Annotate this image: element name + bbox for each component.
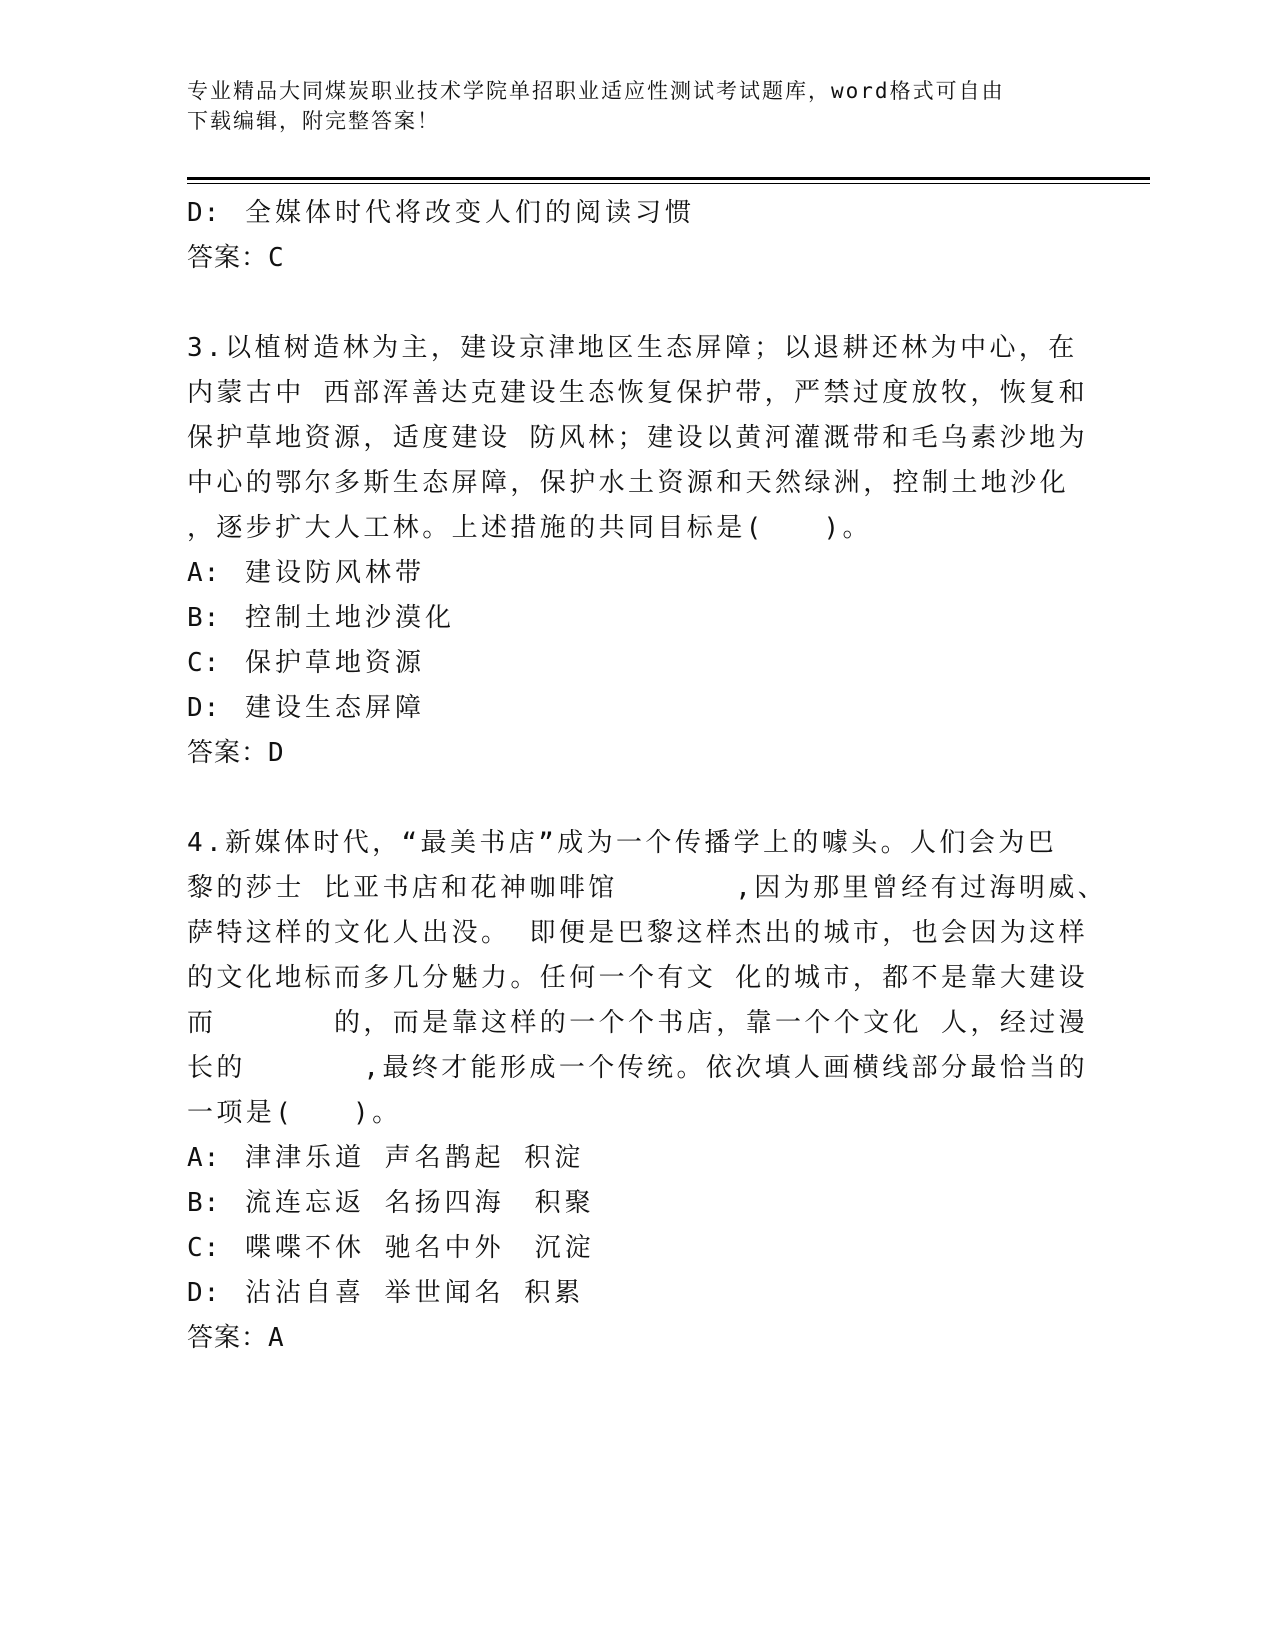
option-letter: D: (187, 1278, 221, 1308)
header-rule-thick (187, 177, 1150, 180)
option-letter: D: (187, 198, 221, 228)
option-letter: B: (187, 603, 221, 633)
spacer (187, 281, 1087, 326)
question-line: 而 的，而是靠这样的一个个书店，靠一个个文化 人，经过漫 (187, 1008, 1089, 1038)
question-line: 保护草地资源，适度建设 防风林；建设以黄河灌溉带和毛乌素沙地为 (187, 423, 1089, 453)
question-line: 3.以植树造林为主，建设京津地区生态屏障；以退耕还林为中心，在 (187, 333, 1078, 363)
q4-option-c (187, 1226, 1087, 1271)
header-line-1: 专业精品大同煤炭职业技术学院单招职业适应性测试考试题库，word格式可自由 (187, 79, 1005, 103)
answer-label: 答案： (187, 243, 269, 273)
q3-option-a (187, 551, 1087, 596)
answer-label: 答案： (187, 738, 269, 768)
option-letter: B: (187, 1188, 221, 1218)
answer-label: 答案： (187, 1323, 269, 1353)
option-text: 控制土地沙漠化 (245, 603, 456, 633)
header-rule-thin (187, 183, 1150, 184)
question-line: 中心的鄂尔多斯生态屏障，保护水土资源和天然绿洲，控制土地沙化 (187, 468, 1070, 498)
q3-option-d (187, 686, 1087, 731)
question-line: 一项是( )。 (187, 1098, 402, 1128)
q4-option-d (187, 1271, 1087, 1316)
option-text: 建设生态屏障 (245, 693, 426, 723)
q3-answer (187, 731, 1087, 776)
option-text: 沾沾自喜 举世闻名 积累 (245, 1278, 585, 1308)
question-line: 黎的莎士 比亚书店和花神咖啡馆 ,因为那里曾经有过海明威、 (187, 873, 1108, 903)
q4-option-a (187, 1136, 1087, 1181)
option-text: 建设防风林带 (245, 558, 426, 588)
option-text: 喋喋不休 驰名中外 沉淀 (245, 1233, 595, 1263)
answer-value: D (268, 738, 285, 768)
answer-value: A (268, 1323, 285, 1353)
option-text: 津津乐道 声名鹊起 积淀 (245, 1143, 585, 1173)
question-line: 萨特这样的文化人出没。 即便是巴黎这样杰出的城市，也会因为这样 (187, 918, 1089, 948)
question-3 (187, 326, 1087, 776)
option-text: 流连忘返 名扬四海 积聚 (245, 1188, 595, 1218)
question-line: ，逐步扩大人工林。上述措施的共同目标是( )。 (187, 513, 872, 543)
question-line: 的文化地标而多几分魅力。任何一个有文 化的城市，都不是靠大建设 (187, 963, 1089, 993)
q4-answer (187, 1316, 1087, 1361)
question-4 (187, 821, 1108, 1361)
option-letter: A: (187, 558, 221, 588)
question-line: 内蒙古中 西部浑善达克建设生态恢复保护带，严禁过度放牧，恢复和 (187, 378, 1089, 408)
prev-answer (187, 236, 1087, 281)
spacer (187, 776, 1087, 821)
q4-option-b (187, 1181, 1087, 1226)
option-text: 全媒体时代将改变人们的阅读习惯 (245, 198, 696, 228)
option-letter: A: (187, 1143, 221, 1173)
q3-option-c (187, 641, 1087, 686)
option-text: 保护草地资源 (245, 648, 426, 678)
header-line-2: 下载编辑，附完整答案！ (187, 109, 440, 133)
option-letter: C: (187, 1233, 221, 1263)
question-line: 4.新媒体时代，“最美书店”成为一个传播学上的噱头。人们会为巴 (187, 828, 1058, 858)
content (187, 191, 1108, 1361)
question-line: 长的 ,最终才能形成一个传统。依次填人画横线部分最恰当的 (187, 1053, 1089, 1083)
prev-option-d (187, 191, 1087, 236)
page-header (187, 76, 1067, 136)
q3-option-b (187, 596, 1087, 641)
answer-value: C (268, 243, 285, 273)
option-letter: C: (187, 648, 221, 678)
option-letter: D: (187, 693, 221, 723)
